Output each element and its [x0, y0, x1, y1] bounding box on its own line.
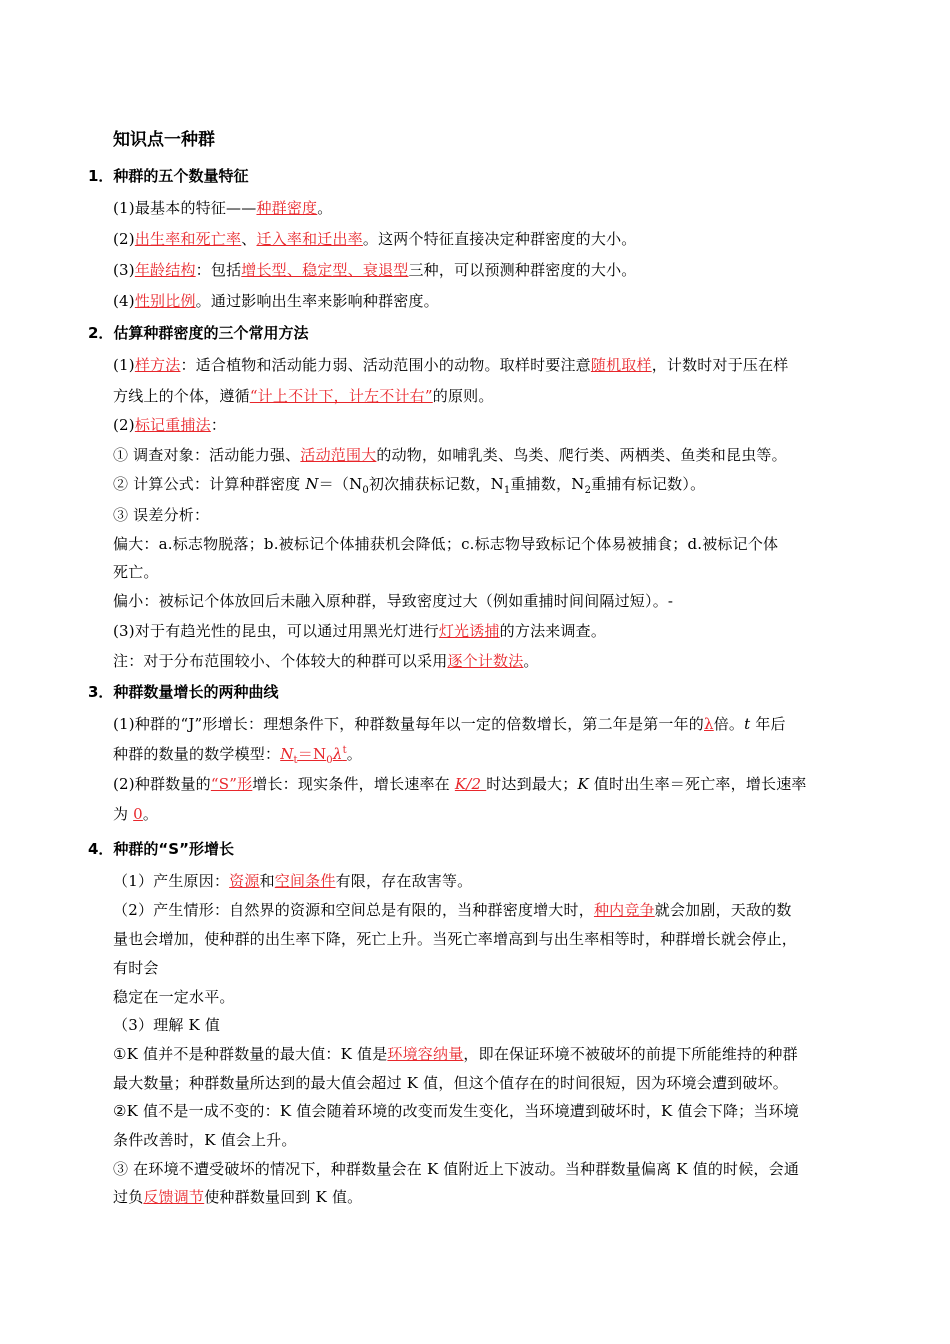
section-title: 知识点一种群	[113, 130, 215, 150]
s4-line-6: （3）理解 K 值	[113, 1016, 221, 1034]
s3-line-3: (2)种群数量的“S”形增长：现实条件，增长速率在 K/2 时达到最大；K 值时出生率＝死亡率，增长速率	[113, 775, 807, 793]
heading-2: 2．估算种群密度的三个常用方法	[88, 324, 309, 342]
s1-line-4: (4)性别比例。通过影响出生率来影响种群密度。	[113, 292, 439, 310]
s1-line-1: (1)最基本的特征——种群密度。	[113, 199, 333, 217]
s3-line-1: (1)种群的“J”形增长：理想条件下，种群数量每年以一定的倍数增长，第二年是第一年的λ倍。t 年后	[113, 715, 786, 733]
s4-line-12: 过负反馈调节使种群数量回到 K 值。	[113, 1188, 363, 1206]
s2-line-7: 偏大：a.标志物脱落；b.被标记个体捕获机会降低；c.标志物导致标记个体易被捕食；d.被标记个体	[113, 535, 779, 553]
s2-line-10: (3)对于有趋光性的昆虫，可以通过用黑光灯进行灯光诱捕的方法来调查。	[113, 622, 607, 640]
s2-line-8: 死亡。	[113, 563, 159, 581]
s4-line-5: 稳定在一定水平。	[113, 988, 235, 1006]
s1-line-2: (2)出生率和死亡率、迁入率和迁出率。这两个特征直接决定种群密度的大小。	[113, 230, 637, 248]
s4-line-11: ③ 在环境不遭受破坏的情况下，种群数量会在 K 值附近上下波动。当种群数量偏离 K 值的时候，会通	[113, 1160, 800, 1178]
s4-line-9: ②K 值不是一成不变的：K 值会随着环境的改变而发生变化，当环境遭到破坏时，K 值会下降；当环境	[113, 1102, 799, 1120]
s4-line-4: 有时会	[113, 959, 159, 977]
s4-line-1: （1）产生原因：资源和空间条件有限，存在敌害等。	[113, 872, 473, 890]
s2-line-11: 注：对于分布范围较小、个体较大的种群可以采用逐个计数法。	[113, 652, 539, 670]
s3-line-2: 种群的数量的数学模型：$N_t=N_0\lambda^t$。	[113, 745, 362, 766]
s4-line-10: 条件改善时，K 值会上升。	[113, 1131, 297, 1149]
heading-4: 4．种群的“S”形增长	[88, 840, 234, 858]
s1-line-3: (3)年龄结构：包括增长型、稳定型、衰退型三种，可以预测种群密度的大小。	[113, 261, 637, 279]
s2-line-9: 偏小：被标记个体放回后未融入原种群，导致密度过大（例如重捕时间间隔过短）。-	[113, 592, 674, 610]
s2-line-1: (1)样方法：适合植物和活动能力弱、活动范围小的动物。取样时要注意随机取样，计数时对于压在样	[113, 356, 789, 374]
s2-line-6: ③ 误差分析：	[113, 506, 210, 524]
heading-1: 1．种群的五个数量特征	[88, 167, 249, 185]
s4-line-7: ①K 值并不是种群数量的最大值：K 值是环境容纳量，即在保证环境不被破坏的前提下所能维持的种群	[113, 1045, 798, 1063]
s4-line-8: 最大数量；种群数量所达到的最大值会超过 K 值，但这个值存在的时间很短，因为环境会遭到破坏。	[113, 1074, 788, 1092]
s3-line-4: 为 0。	[113, 805, 159, 823]
heading-3: 3．种群数量增长的两种曲线	[88, 683, 279, 701]
s2-line-5: ② 计算公式：计算种群密度 $N=(N_0$初次捕获标记数，$N_1$重捕数，$N_2$重捕有标记数）。	[113, 475, 706, 496]
s2-line-2: 方线上的个体，遵循“计上不计下，计左不计右”的原则。	[113, 387, 494, 405]
s2-line-4: ① 调查对象：活动能力强、活动范围大的动物，如哺乳类、鸟类、爬行类、两栖类、鱼类和昆虫等。	[113, 446, 787, 464]
s2-line-3: (2)标记重捕法：	[113, 416, 227, 434]
s4-line-3: 量也会增加，使种群的出生率下降，死亡上升。当死亡率增高到与出生率相等时，种群增长就会停止，	[113, 930, 798, 948]
s4-line-2: （2）产生情形：自然界的资源和空间总是有限的，当种群密度增大时，种内竞争就会加剧，天敌的数	[113, 901, 792, 919]
